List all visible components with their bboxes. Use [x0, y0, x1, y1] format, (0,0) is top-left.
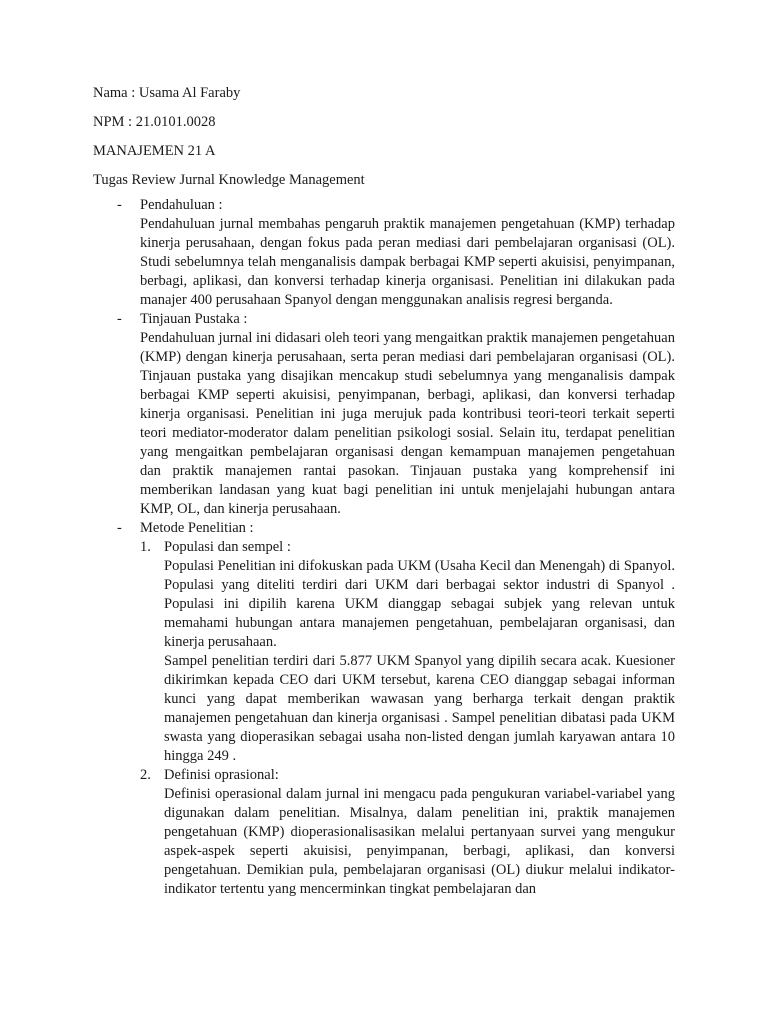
section-title: Tinjauan Pustaka : — [140, 311, 248, 327]
assignment-title: Tugas Review Jurnal Knowledge Management — [93, 172, 365, 188]
document-page — [93, 84, 675, 899]
section-title: Pendahuluan : — [140, 197, 223, 213]
section-paragraph: Pendahuluan jurnal membahas pengaruh praktik manajemen pengetahuan (KMP) terhadap kinerja perusahaan, dengan fokus pada peran mediasi dari pembelajaran organisasi (OL). Studi sebelumnya telah menganalisis dampak berbagai KMP seperti akuisisi, penyimpanan, berbagi, aplikasi, dan konversi terhadap kinerja organisasi. Penelitian ini dilakukan pada manajer 400 perusahaan Spanyol dengan menggunakan analisis regresi berganda. — [140, 216, 675, 308]
list-bullet: - — [117, 311, 122, 327]
list-number: 2. — [140, 767, 151, 783]
section-pendahuluan — [93, 196, 675, 310]
student-name: Nama : Usama Al Faraby — [93, 85, 241, 101]
list-bullet: - — [117, 197, 122, 213]
subsection-definisi-operasional — [140, 766, 675, 899]
list-number: 1. — [140, 539, 151, 555]
subsection-title: Definisi oprasional: — [164, 767, 279, 783]
section-title: Metode Penelitian : — [140, 520, 254, 536]
section-metode-penelitian — [93, 519, 675, 899]
subsection-populasi — [140, 538, 675, 766]
subsection-paragraph: Sampel penelitian terdiri dari 5.877 UKM Spanyol yang dipilih secara acak. Kuesioner dikirimkan kepada CEO dari UKM tersebut, karena CEO dianggap sebagai informan kunci yang dapat memberikan wawasan yang berharga terkait dengan praktik manajemen pengetahuan dan kinerja organisasi . Sampel penelitian dibatasi pada UKM swasta yang dioperasikan sebagai usaha non-listed dengan jumlah karyawan antara 10 hingga 249 . — [164, 653, 675, 764]
subsection-paragraph: Definisi operasional dalam jurnal ini mengacu pada pengukuran variabel-variabel yang digunakan dalam penelitian. Misalnya, dalam penelitian ini, praktik manajemen pengetahuan (KMP) dioperasionalisasikan melalui pertanyaan survei yang mengukur aspek-aspek seperti akuisisi, penyimpanan, berbagi, aplikasi, dan konversi pengetahuan. Demikian pula, pembelajaran organisasi (OL) diukur melalui indikator-indikator tertentu yang mencerminkan tingkat pembelajaran dan — [164, 786, 675, 897]
subsection-title: Populasi dan sempel : — [164, 539, 291, 555]
subsection-paragraph: Populasi Penelitian ini difokuskan pada UKM (Usaha Kecil dan Menengah) di Spanyol. Populasi yang diteliti terdiri dari UKM dari berbagai sektor industri di Spanyol . Populasi ini dipilih karena UKM dianggap sebagai subjek yang relevan untuk memahami hubungan antara manajemen pengetahuan, pembelajaran organisasi, dan kinerja perusahaan. — [164, 558, 675, 650]
section-tinjauan-pustaka — [93, 310, 675, 519]
section-paragraph: Pendahuluan jurnal ini didasari oleh teori yang mengaitkan praktik manajemen pengetahuan (KMP) dengan kinerja perusahaan, serta peran mediasi dari pembelajaran organisasi (OL). Tinjauan pustaka yang disajikan mencakup studi sebelumnya yang menganalisis dampak berbagai KMP seperti akuisisi, penyimpanan, berbagi, aplikasi, dan konversi terhadap kinerja organisasi. Penelitian ini juga merujuk pada kontribusi teori-teori terkait seperti teori mediator-moderator dalam penelitian psikologi sosial. Selain itu, terdapat penelitian yang mengaitkan pembelajaran organisasi dengan kemampuan manajemen pengetahuan dan praktik manajemen rantai pasokan. Tinjauan pustaka yang komprehensif ini memberikan landasan yang kuat bagi penelitian ini untuk menjelajahi hubungan antara KMP, OL, dan kinerja perusahaan. — [140, 330, 675, 517]
list-bullet: - — [117, 520, 122, 536]
student-npm: NPM : 21.0101.0028 — [93, 114, 216, 130]
student-class: MANAJEMEN 21 A — [93, 143, 216, 159]
